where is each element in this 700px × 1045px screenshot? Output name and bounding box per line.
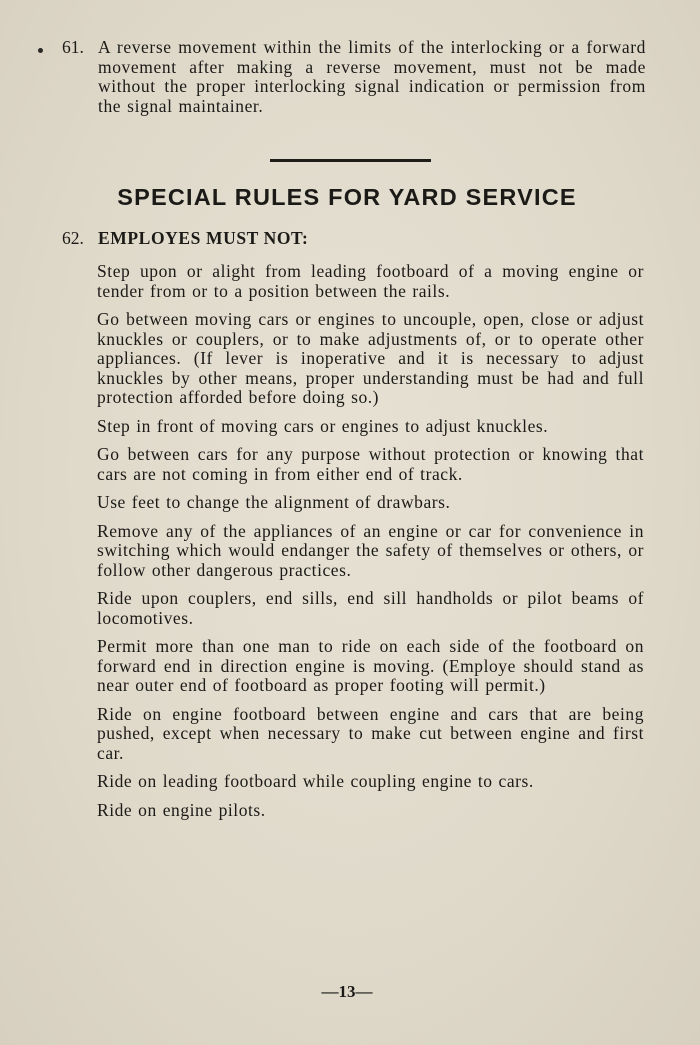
rule-item: Use feet to change the alignment of drawbars. <box>97 492 451 512</box>
section-divider <box>270 159 431 162</box>
rule-61-text: A reverse movement within the limits of the interlocking or a forward movement after making a reverse movement, must not be made without the proper interlocking signal indication or permission from the signal maintainer. <box>98 37 646 116</box>
page-number <box>0 982 700 1002</box>
rule-62-heading: EMPLOYES MUST NOT: <box>98 228 309 248</box>
rule-item: Ride on engine pilots. <box>97 799 266 820</box>
rule-item: Step in front of moving cars or engines to adjust knuckles. <box>97 415 549 436</box>
rule-62-header <box>62 228 308 248</box>
rule-61 <box>62 38 646 116</box>
rule-item: Step upon or alight from leading footboard of a moving engine or tender from or to a position between the rails. <box>97 261 644 301</box>
rule-item: Permit more than one man to ride on each side of the footboard on forward end in direction engine is moving. (Employe should stand as near outer end of footboard as proper footing will permit.) <box>97 636 644 695</box>
page-number-text: —13— <box>321 982 373 1001</box>
rule-item: Ride on engine footboard between engine and cars that are being pushed, except when necessary to make cut between engine and first car. <box>97 703 644 763</box>
bullet-mark <box>38 48 43 53</box>
rule-62-number: 62. <box>62 228 84 248</box>
section-title <box>0 184 700 211</box>
rule-item: Go between moving cars or engines to uncouple, open, close or adjust knuckles or couplers, or to make adjustments of, or to operate other appliances. (If lever is inoperative and it is necessary to adjust knuckles by other means, proper understanding must be had and full protection afforded before doing so.) <box>97 309 644 407</box>
rule-item: Remove any of the appliances of an engine or car for convenience in switching which would endanger the safety of themselves or others, or follow other dangerous practices. <box>97 520 644 580</box>
section-title-text: SPECIAL RULES FOR YARD SERVICE <box>117 184 577 210</box>
rule-item: Go between cars for any purpose without protection or knowing that cars are not coming in from either end of track. <box>97 444 644 484</box>
rule-62-items <box>97 262 644 829</box>
rule-item: Ride on leading footboard while coupling engine to cars. <box>97 771 534 791</box>
rule-item: Ride upon couplers, end sills, end sill handholds or pilot beams of locomotives. <box>97 588 644 628</box>
rule-61-number: 61. <box>62 37 84 57</box>
